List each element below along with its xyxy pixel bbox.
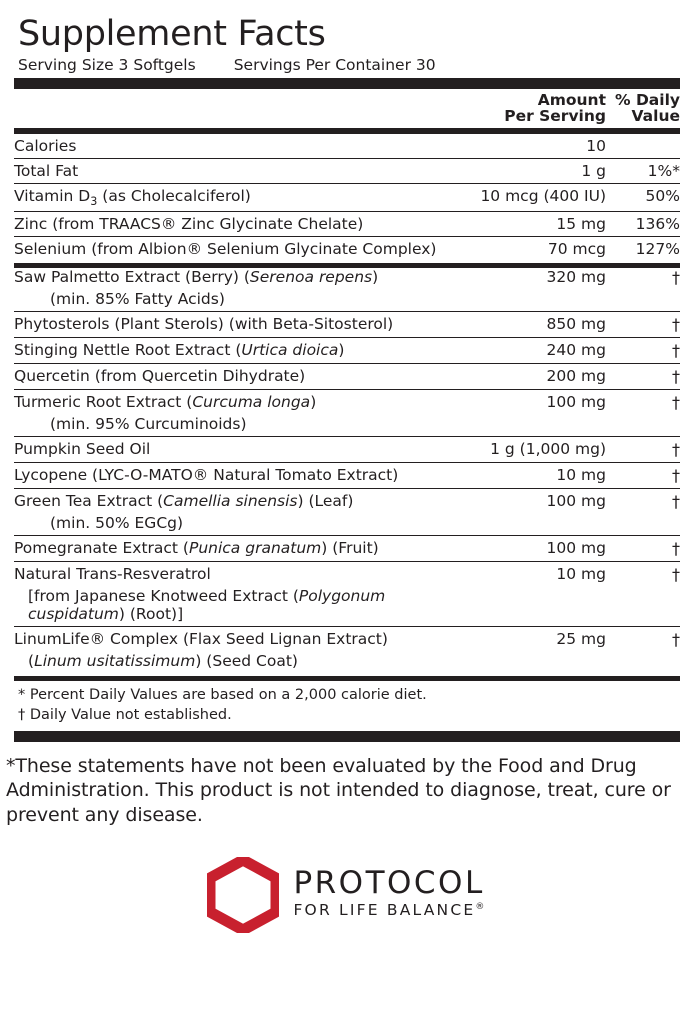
nutrient-daily-value: 1%* (606, 158, 680, 183)
nutrient-name: Phytosterols (Plant Sterols) (with Beta-Sitosterol) (14, 311, 480, 337)
nutrient-name: Lycopene (LYC-O-MATO® Natural Tomato Extract) (14, 462, 480, 488)
nutrient-daily-value: † (606, 462, 680, 488)
nutrient-amount: 15 mg (480, 211, 606, 236)
table-header-row (14, 89, 680, 128)
subnote-amount-blank (480, 290, 606, 312)
fda-statement: *These statements have not been evaluated by the Food and Drug Administration. This product is not intended to diagnose, treat, cure or prevent any disease. (6, 755, 671, 826)
brand-name: PROTOCOL (293, 864, 485, 901)
nutrition-table (14, 89, 680, 681)
nutrient-daily-value: † (606, 337, 680, 363)
nutrient-name: Quercetin (from Quercetin Dihydrate) (14, 363, 480, 389)
nutrient-amount: 100 mg (480, 488, 606, 514)
table-row-subline (14, 652, 680, 673)
table-bottom-rule (14, 673, 680, 681)
nutrient-amount: 200 mg (480, 363, 606, 389)
table-row (14, 488, 680, 514)
page-title: Supplement Facts (18, 14, 326, 54)
divider-heavy-bottom (14, 731, 680, 742)
table-row (14, 211, 680, 236)
table-row-subline (14, 290, 680, 312)
nutrient-name: Total Fat (14, 158, 480, 183)
divider-heavy (14, 78, 680, 89)
subnote-amount-blank (480, 652, 606, 673)
nutrient-name: Zinc (from TRAACS® Zinc Glycinate Chelate) (14, 211, 480, 236)
table-row (14, 337, 680, 363)
nutrient-daily-value: † (606, 311, 680, 337)
subnote-amount-blank (480, 587, 606, 627)
table-row (14, 183, 680, 211)
table-row (14, 436, 680, 462)
subnote-dv-blank (606, 652, 680, 673)
subnote-dv-blank (606, 587, 680, 627)
nutrient-amount: 10 mg (480, 561, 606, 587)
header-blank (14, 89, 480, 128)
nutrient-name: Turmeric Root Extract (Curcuma longa) (14, 389, 480, 415)
nutrient-subnote: (Linum usitatissimum) (Seed Coat) (28, 651, 298, 670)
nutrient-subnote: [from Japanese Knotweed Extract (Polygonum cuspidatum) (Root)] (28, 586, 386, 623)
subnote-dv-blank (606, 415, 680, 437)
nutrient-amount: 10 mg (480, 462, 606, 488)
nutrient-daily-value: † (606, 488, 680, 514)
nutrient-amount: 1 g (1,000 mg) (480, 436, 606, 462)
brand-logo (0, 857, 694, 933)
footnote-1: † Daily Value not established. (18, 706, 232, 723)
serving-size: Serving Size 3 Softgels (18, 56, 196, 74)
nutrient-name: LinumLife® Complex (Flax Seed Lignan Extract) (14, 626, 480, 652)
subnote-amount-blank (480, 514, 606, 536)
nutrient-daily-value: † (606, 363, 680, 389)
nutrient-amount: 100 mg (480, 389, 606, 415)
nutrient-daily-value: † (672, 267, 680, 287)
table-row (14, 268, 680, 290)
header-amount: Amount Per Serving (504, 91, 606, 126)
nutrient-daily-value: 136% (606, 211, 680, 236)
nutrient-name: Pumpkin Seed Oil (14, 436, 480, 462)
nutrient-subnote: (min. 85% Fatty Acids) (50, 289, 225, 308)
nutrient-daily-value: 127% (606, 236, 680, 261)
nutrient-amount: 10 mcg (400 IU) (480, 183, 606, 211)
nutrient-name: Green Tea Extract (Camellia sinensis) (Leaf) (14, 488, 480, 514)
nutrient-amount: 320 mg (546, 267, 606, 286)
table-row (14, 236, 680, 261)
table-row (14, 626, 680, 652)
table-row (14, 462, 680, 488)
nutrient-daily-value: † (606, 535, 680, 561)
footnote-0: * Percent Daily Values are based on a 2,000 calorie diet. (18, 686, 427, 703)
nutrient-name: Vitamin $D_3$ (as Cholecalciferol) (14, 183, 480, 211)
nutrient-amount: 850 mg (480, 311, 606, 337)
table-row (14, 158, 680, 183)
table-row (14, 389, 680, 415)
nutrient-daily-value: † (606, 389, 680, 415)
table-row-subline (14, 587, 680, 627)
nutrient-amount: 10 (480, 133, 606, 158)
header-daily-value: % Daily Value (615, 91, 680, 126)
nutrient-name: Pomegranate Extract (Punica granatum) (Fruit) (14, 535, 480, 561)
table-row-subline (14, 514, 680, 536)
footnotes (14, 681, 680, 725)
nutrient-daily-value: † (606, 561, 680, 587)
nutrient-daily-value: 50% (606, 183, 680, 211)
servings-per-container: Servings Per Container 30 (233, 56, 436, 74)
table-row (14, 561, 680, 587)
nutrient-daily-value: † (606, 626, 680, 652)
serving-info (18, 56, 680, 74)
nutrient-amount: 1 g (480, 158, 606, 183)
nutrient-amount: 70 mcg (480, 236, 606, 261)
nutrient-amount: 25 mg (480, 626, 606, 652)
nutrient-subnote: (min. 50% EGCg) (50, 513, 184, 532)
nutrient-name: Saw Palmetto Extract (Berry) (Serenoa repens) (14, 267, 379, 286)
nutrient-name: Natural Trans-Resveratrol (14, 561, 480, 587)
subnote-dv-blank (606, 290, 680, 312)
nutrient-amount: 240 mg (480, 337, 606, 363)
group-spacer (14, 261, 680, 268)
nutrient-name: Selenium (from Albion® Selenium Glycinate Complex) (14, 236, 480, 261)
nutrient-name: Calories (14, 133, 480, 158)
table-row (14, 363, 680, 389)
nutrient-subnote: (min. 95% Curcuminoids) (50, 414, 247, 433)
brand-tagline: FOR LIFE BALANCE® (293, 900, 487, 919)
table-row (14, 133, 680, 158)
table-row-subline (14, 415, 680, 437)
nutrient-amount: 100 mg (480, 535, 606, 561)
hexagon-logo-icon (207, 857, 279, 933)
table-row (14, 535, 680, 561)
subnote-amount-blank (480, 415, 606, 437)
table-row (14, 311, 680, 337)
nutrient-daily-value (606, 133, 680, 158)
subnote-dv-blank (606, 514, 680, 536)
nutrient-name: Stinging Nettle Root Extract (Urtica dioica) (14, 337, 480, 363)
nutrient-daily-value: † (606, 436, 680, 462)
